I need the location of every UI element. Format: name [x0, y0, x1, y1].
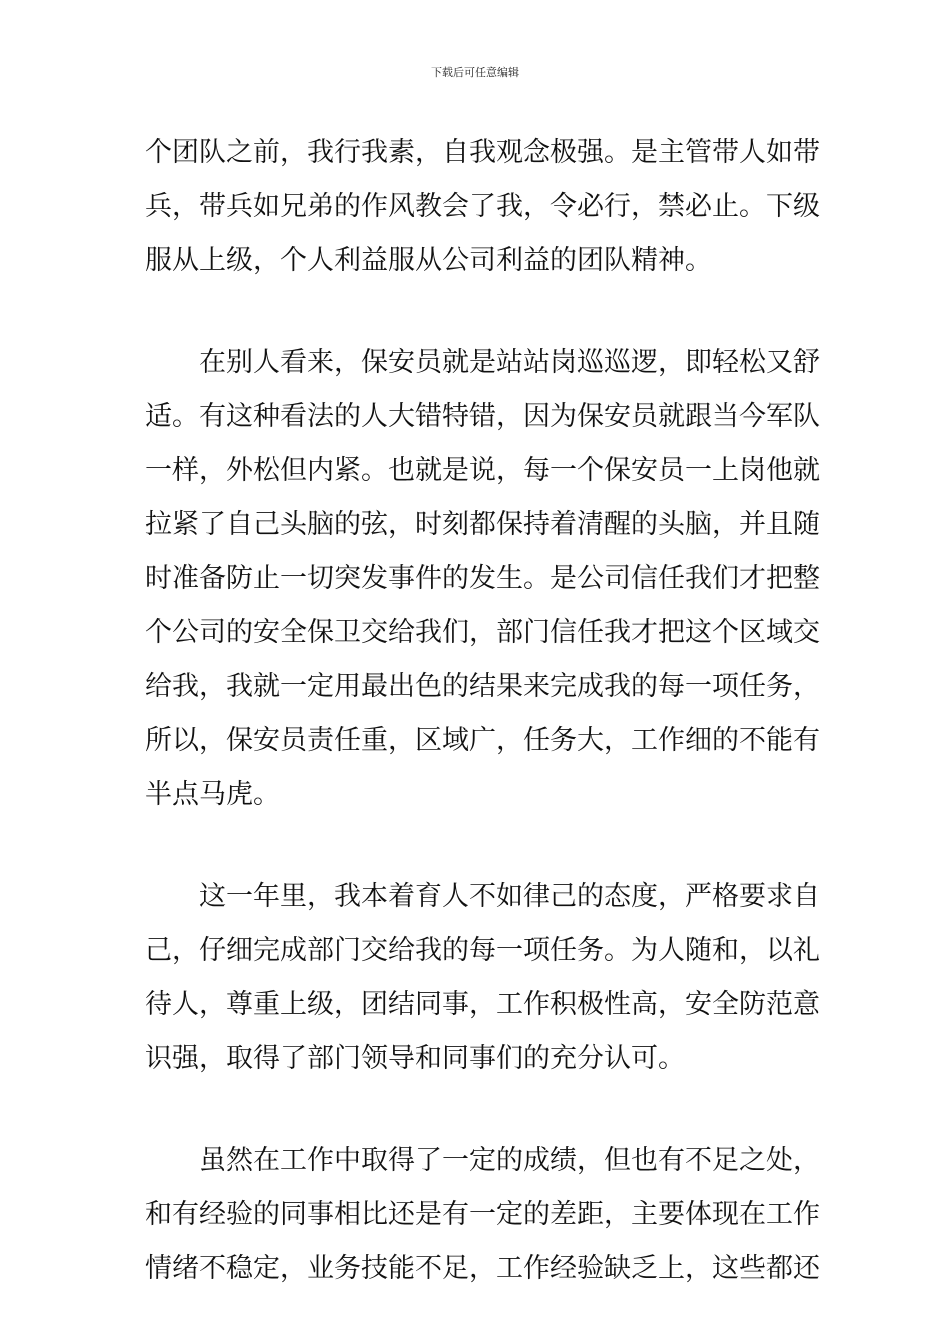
text-line: 这一年里，我本着育人不如律己的态度，严格要求自: [199, 881, 820, 912]
text-line: 待人，尊重上级，团结同事，工作积极性高，安全防范意: [145, 989, 820, 1020]
text-line: 拉紧了自己头脑的弦，时刻都保持着清醒的头脑，并且随: [145, 509, 820, 540]
paragraph-3: [145, 870, 820, 1086]
document-body: [145, 126, 820, 1296]
text-line: 半点马虎。: [145, 779, 280, 810]
paragraph-4: [145, 1134, 820, 1296]
text-line: 识强，取得了部门领导和同事们的充分认可。: [145, 1043, 685, 1074]
text-line: 所以，保安员责任重，区域广，任务大，工作细的不能有: [145, 725, 820, 756]
text-line: 情绪不稳定，业务技能不足，工作经验缺乏上，这些都还: [145, 1253, 820, 1284]
paragraph-gap: [145, 1086, 807, 1134]
text-line: 虽然在工作中取得了一定的成绩，但也有不足之处，: [199, 1145, 820, 1176]
page-header-note: 下载后可任意编辑: [431, 66, 519, 79]
text-line: 给我，我就一定用最出色的结果来完成我的每一项任务，: [145, 671, 820, 702]
text-line: 在别人看来，保安员就是站站岗巡巡逻，即轻松又舒: [199, 347, 820, 378]
text-line: 个公司的安全保卫交给我们，部门信任我才把这个区域交: [145, 617, 820, 648]
text-line: 己，仔细完成部门交给我的每一项任务。为人随和，以礼: [145, 935, 820, 966]
text-line: 一样，外松但内紧。也就是说，每一个保安员一上岗他就: [145, 455, 820, 486]
paragraph-gap: [145, 822, 807, 870]
paragraph-gap: [145, 288, 807, 336]
text-line: 适。有这种看法的人大错特错，因为保安员就跟当今军队: [145, 401, 820, 432]
text-line: 兵，带兵如兄弟的作风教会了我，令必行，禁必止。下级: [145, 191, 820, 222]
paragraph-2: [145, 336, 820, 822]
paragraph-1: [145, 126, 820, 288]
text-line: 个团队之前，我行我素，自我观念极强。是主管带人如带: [145, 137, 820, 168]
text-line: 和有经验的同事相比还是有一定的差距，主要体现在工作: [145, 1199, 820, 1230]
text-line: 服从上级，个人利益服从公司利益的团队精神。: [145, 245, 712, 276]
text-line: 时准备防止一切突发事件的发生。是公司信任我们才把整: [145, 563, 820, 594]
